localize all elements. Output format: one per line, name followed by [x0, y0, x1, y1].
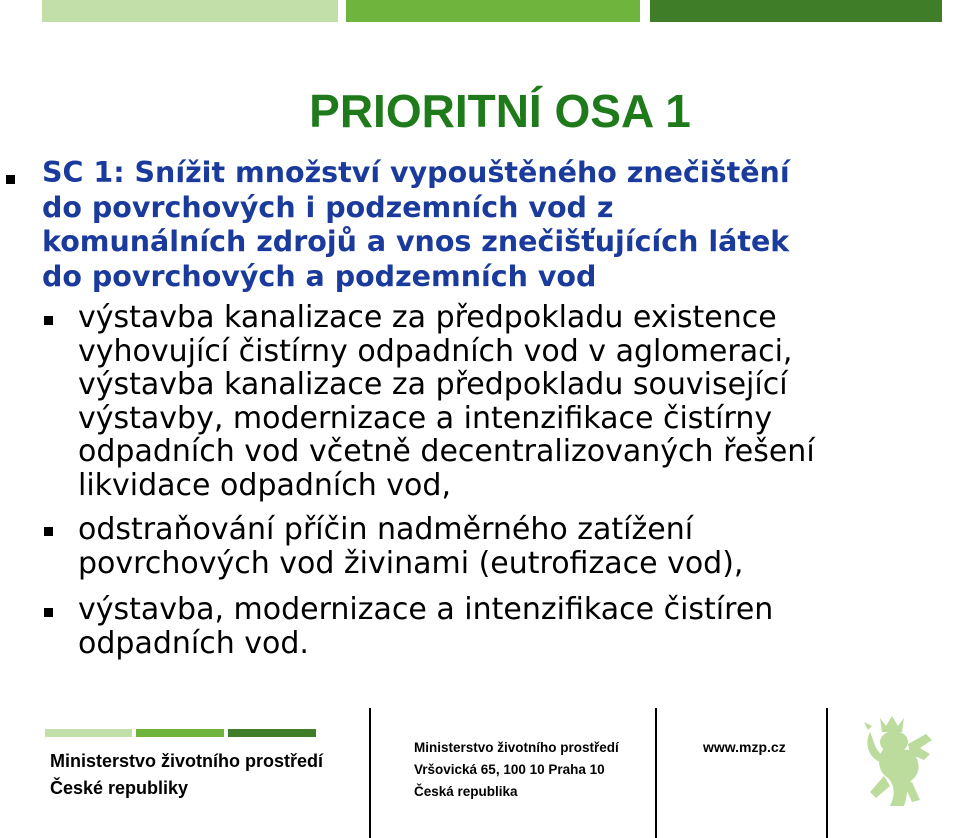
heading-bullet-icon: [6, 175, 15, 184]
specific-objective-heading: SC 1: Snížit množství vypouštěného znečištění do povrchových i podzemních vod z komunálních zdrojů a vnos znečišťujících látek do povrchových a podzemních vod: [42, 156, 790, 293]
ministry-address: Ministerstvo životního prostředí Vršovická 65, 100 10 Praha 10 Česká republika: [414, 740, 619, 799]
footer-bar-mid: [136, 729, 224, 737]
list-item: odstraňování příčin nadměrného zatížení povrchových vod živinami (eutrofizace vod),: [78, 512, 744, 581]
slide-title: PRIORITNÍ OSA 1: [309, 85, 691, 137]
footer-bar-light: [45, 729, 132, 737]
ministry-logo-text: Ministerstvo životního prostředí České republiky: [50, 751, 324, 798]
top-bar-light: [42, 0, 338, 22]
list-item: výstavba, modernizace a intenzifikace čistíren odpadních vod.: [78, 592, 774, 661]
footer-divider: [369, 708, 371, 838]
item-bullet-icon: [44, 316, 53, 325]
top-bar-dark: [650, 0, 942, 22]
lion-emblem-icon: [860, 714, 944, 814]
footer-bar-dark: [228, 729, 316, 737]
top-bar-mid: [346, 0, 640, 22]
list-item: výstavba kanalizace za předpokladu existence vyhovující čistírny odpadních vod v aglomeraci, výstavba kanalizace za předpokladu související výstavby, modernizace a intenzifikace čistírny odpadních vod včetně decentralizovaných řešení likvidace odpadních vod,: [78, 300, 815, 503]
item-bullet-icon: [44, 527, 53, 536]
footer-divider: [826, 708, 828, 838]
item-bullet-icon: [44, 608, 53, 617]
footer-divider: [655, 708, 657, 838]
website-link[interactable]: www.mzp.cz: [703, 739, 786, 755]
